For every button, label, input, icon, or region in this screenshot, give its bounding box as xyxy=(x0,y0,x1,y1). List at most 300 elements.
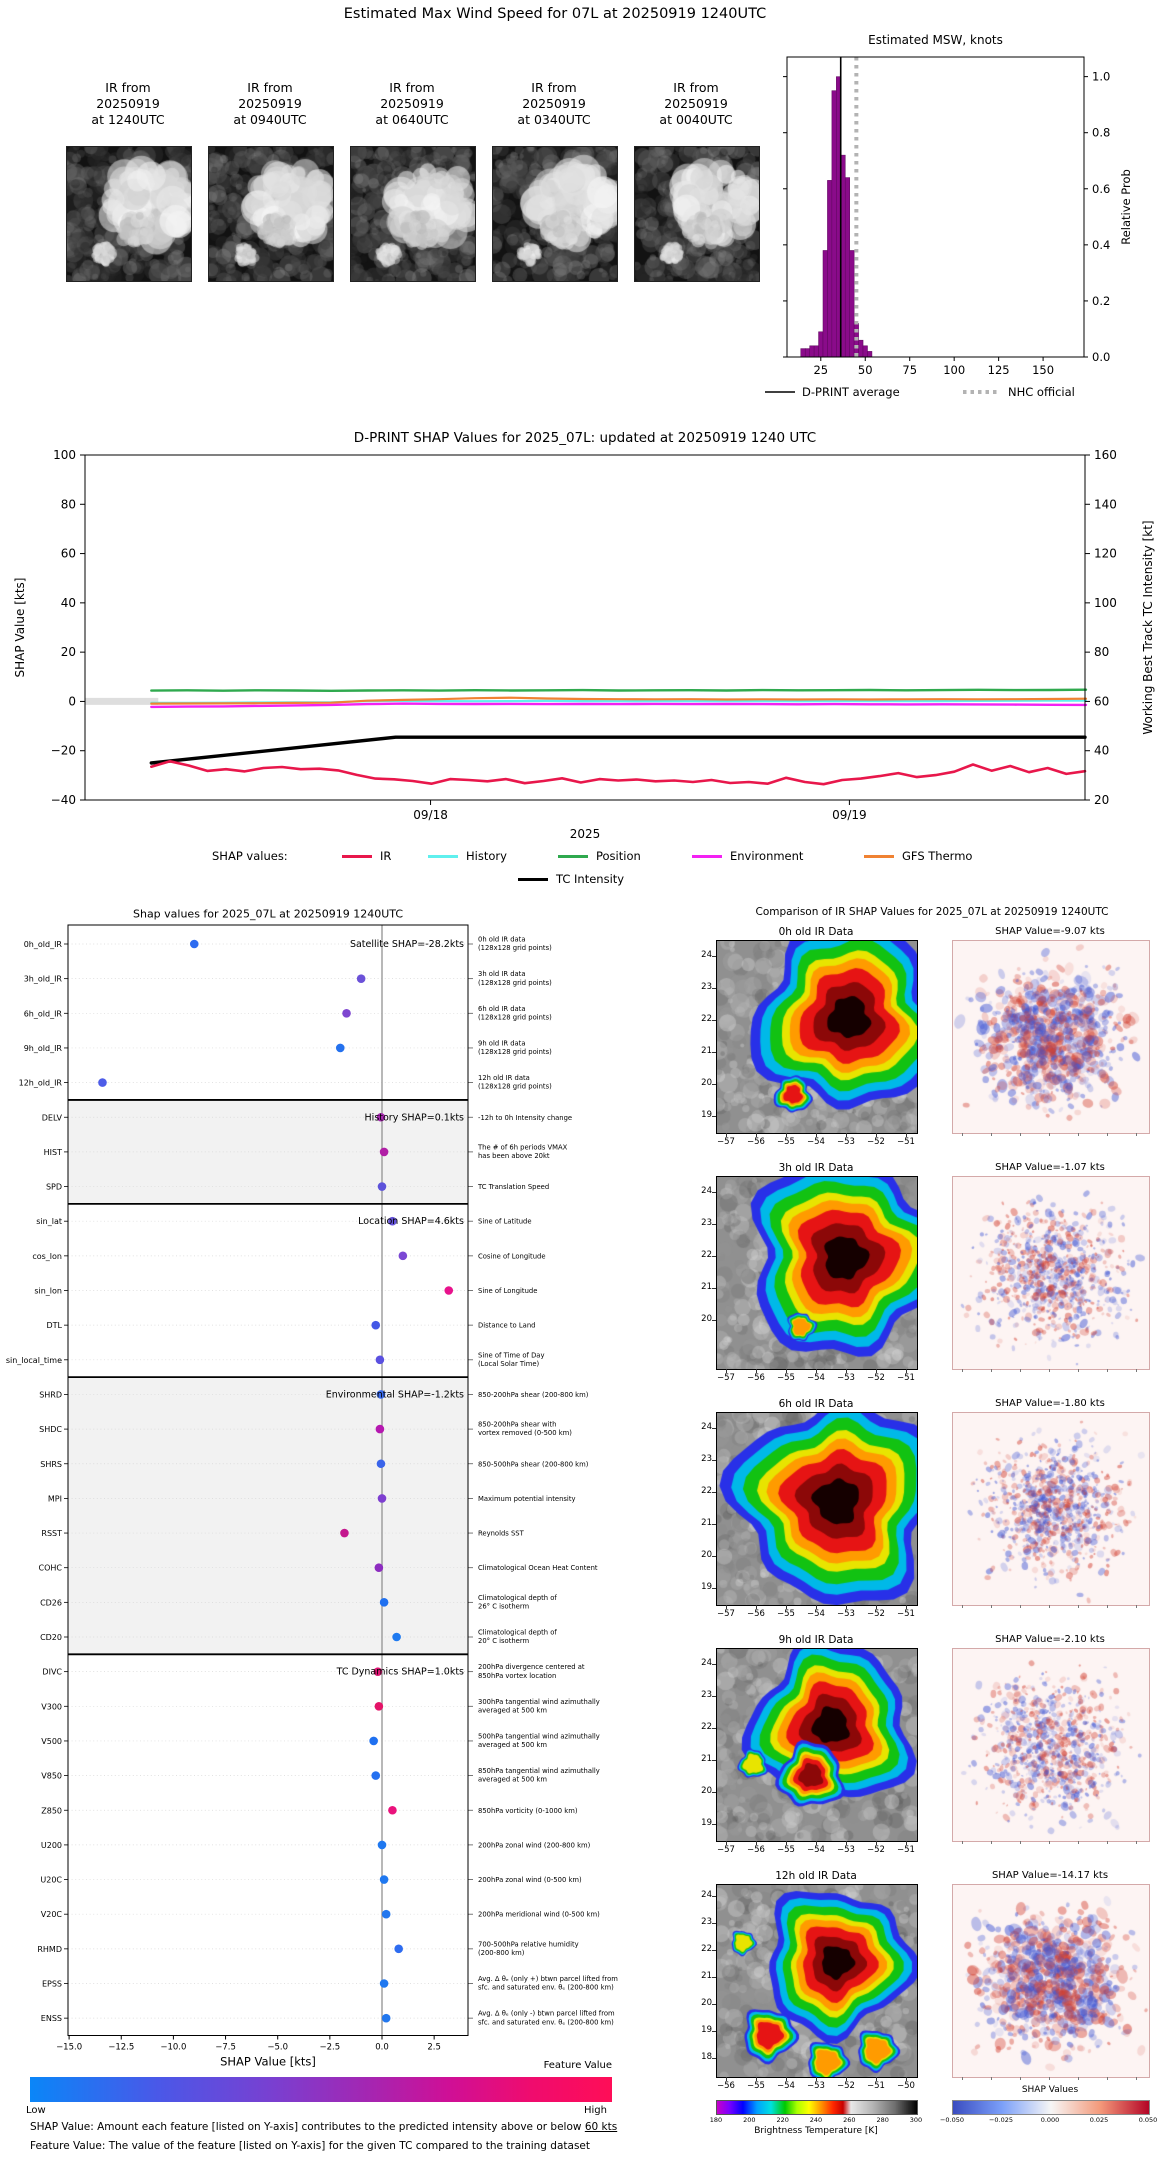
ir-satellite-thumbnail xyxy=(66,146,192,282)
feature-label-12h_old_ir: 12h_old_IR xyxy=(18,1078,62,1088)
feature-label-shdc: SHDC xyxy=(39,1425,62,1435)
feature-desc-line: (200-800 km) xyxy=(478,1948,525,1957)
lon-tick-mark xyxy=(876,1605,877,1609)
lat-tick-label: 21 xyxy=(701,1046,712,1056)
lat-tick-label: 24 xyxy=(701,1658,712,1668)
caption-line: 20250919 xyxy=(522,96,586,111)
legend-item-environment xyxy=(692,849,803,863)
shap-dot-12h_old_ir xyxy=(98,1078,107,1087)
lat-tick-mark xyxy=(712,988,716,989)
shap-dot-cd20 xyxy=(392,1633,401,1642)
lat-tick-label: 24 xyxy=(701,1186,712,1196)
legend-title: SHAP values: xyxy=(212,849,288,863)
shap-cb-tick-label: −0.025 xyxy=(988,2116,1014,2124)
legend-item-position xyxy=(558,849,641,863)
feature-desc-line: averaged at 500 km xyxy=(478,1775,547,1784)
left-tick-label: −40 xyxy=(50,793,76,807)
ir-panel-title: 12h old IR Data xyxy=(775,1870,857,1882)
legend-swatch xyxy=(864,855,894,858)
lat-tick-label: 19 xyxy=(701,1110,712,1120)
histogram-bar xyxy=(863,346,868,357)
feature-desc-line: Sine of Longitude xyxy=(478,1287,538,1295)
x-tick-label: 2.5 xyxy=(427,2042,441,2053)
shap-tick-mark xyxy=(1078,1133,1079,1136)
shap-dot-enss xyxy=(382,2014,391,2023)
lon-tick-label: −50 xyxy=(897,2081,915,2091)
shap-values-colorbar xyxy=(952,2100,1150,2115)
legend-label: History xyxy=(466,849,507,863)
series-environment xyxy=(151,704,1086,707)
feature-desc-line: 850-500hPa shear (200-800 km) xyxy=(478,1460,589,1469)
lat-tick-mark xyxy=(712,1320,716,1321)
shap-tick-mark xyxy=(1078,2077,1079,2080)
left-tick-label: 60 xyxy=(60,546,76,561)
lon-tick-label: −51 xyxy=(867,2081,885,2091)
feature-label-shrd: SHRD xyxy=(39,1390,62,1400)
feature-label-cd26: CD26 xyxy=(40,1598,62,1608)
right-tick-label: 140 xyxy=(1094,497,1117,512)
timeseries-title: D-PRINT SHAP Values for 2025_07L: updated at 20250919 1240 UTC xyxy=(353,430,817,446)
lon-tick-label: −51 xyxy=(897,1845,915,1855)
feature-desc-line: 6h old IR data xyxy=(478,1004,526,1013)
bt-tick-label: 300 xyxy=(909,2116,923,2124)
lat-tick-mark xyxy=(712,1192,716,1193)
shap-tick-mark xyxy=(1049,1605,1050,1608)
feature-colorbar-low-label: Low xyxy=(26,2105,46,2116)
lon-tick-label: −56 xyxy=(747,1609,765,1619)
shap-dot-dtl xyxy=(371,1321,380,1330)
lon-tick-mark xyxy=(906,1605,907,1609)
feature-desc-line: 850hPa tangential wind azimuthally xyxy=(478,1767,600,1776)
lat-tick-mark xyxy=(712,1664,716,1665)
page-title: Estimated Max Wind Speed for 07L at 20250919 1240UTC xyxy=(343,6,767,22)
lon-tick-mark xyxy=(756,1605,757,1609)
lat-tick-mark xyxy=(712,1224,716,1225)
lon-tick-label: −54 xyxy=(807,1609,825,1619)
legend-item-ir xyxy=(342,849,391,863)
feature-label-v20c: V20C xyxy=(40,1910,62,1920)
lon-tick-label: −52 xyxy=(867,1845,885,1855)
ir-thumbnail-caption xyxy=(492,80,616,128)
lon-tick-label: −54 xyxy=(807,1373,825,1383)
caption-line: 20250919 xyxy=(238,96,302,111)
feature-label-delv: DELV xyxy=(41,1113,62,1123)
x-tick-label: 25 xyxy=(813,363,829,377)
x-tick-label: −5.0 xyxy=(267,2042,289,2053)
caption-line: 20250919 xyxy=(96,96,160,111)
shap-panel-title: SHAP Value=-14.17 kts xyxy=(991,1870,1109,1881)
feature-desc-line: Climatological depth of xyxy=(478,1593,557,1602)
x-tick-label: 0.0 xyxy=(375,2042,389,2053)
feature-desc-line: 200hPa meridional wind (0-500 km) xyxy=(478,1910,600,1919)
lon-tick-mark xyxy=(786,2077,787,2081)
feature-label-shrs: SHRS xyxy=(40,1459,62,1469)
feature-desc-line: 26° C isotherm xyxy=(478,1602,530,1611)
shap-tick-mark xyxy=(1136,1841,1137,1844)
feature-desc-line: averaged at 500 km xyxy=(478,1706,547,1715)
lon-tick-mark xyxy=(876,1841,877,1845)
ir-panel-title: 9h old IR Data xyxy=(778,1634,854,1646)
legend-label: IR xyxy=(380,849,392,863)
shap-tick-mark xyxy=(962,1133,963,1136)
shap-tick-mark xyxy=(1107,1133,1108,1136)
lon-tick-label: −55 xyxy=(777,1137,795,1147)
right-tick-label: 20 xyxy=(1094,793,1110,807)
ir-data-image xyxy=(716,1412,918,1606)
lat-tick-mark xyxy=(712,1950,716,1951)
lat-tick-mark xyxy=(712,1052,716,1053)
caption-line: IR from xyxy=(105,80,151,95)
shap-tick-mark xyxy=(1136,1369,1137,1372)
shap-tick-mark xyxy=(991,1369,992,1372)
shap-colorbar-label: SHAP Values xyxy=(1021,2085,1079,2095)
lat-tick-mark xyxy=(712,1428,716,1429)
lon-tick-mark xyxy=(816,2077,817,2081)
feature-label-spd: SPD xyxy=(45,1182,62,1192)
lat-tick-mark xyxy=(712,1084,716,1085)
shap-tick-mark xyxy=(1049,2077,1050,2080)
shap-dot-v500 xyxy=(369,1737,378,1746)
shap-value-map xyxy=(952,1412,1150,1606)
lon-tick-label: −57 xyxy=(717,1845,735,1855)
lon-tick-label: −56 xyxy=(747,1137,765,1147)
lon-tick-label: −52 xyxy=(837,2081,855,2091)
section-header: History SHAP=0.1kts xyxy=(364,1112,464,1124)
shap-value-map xyxy=(952,940,1150,1134)
shap-tick-mark xyxy=(1049,1369,1050,1372)
lon-tick-label: −53 xyxy=(807,2081,825,2091)
histogram-bar xyxy=(845,178,850,357)
shap-tick-mark xyxy=(1020,2077,1021,2080)
lon-tick-mark xyxy=(906,1369,907,1373)
feature-label-z850: Z850 xyxy=(41,1806,62,1816)
lon-tick-mark xyxy=(756,1133,757,1137)
x-tick-label: −12.5 xyxy=(108,2042,135,2053)
lat-tick-mark xyxy=(712,1923,716,1924)
lat-tick-label: 20 xyxy=(701,1998,712,2008)
shap-tick-mark xyxy=(1136,1605,1137,1608)
lat-tick-label: 21 xyxy=(701,1282,712,1292)
brightness-temperature-colorbar xyxy=(716,2100,918,2115)
histogram-bar xyxy=(819,332,824,357)
shap-tick-mark xyxy=(1078,1605,1079,1608)
x-tick-label: 75 xyxy=(902,363,918,377)
feature-desc-line: Maximum potential intensity xyxy=(478,1494,576,1503)
shap-timeseries xyxy=(0,425,1168,850)
shap-tick-mark xyxy=(1107,1841,1108,1844)
section-header: Satellite SHAP=-28.2kts xyxy=(349,939,464,950)
right-axis-label: Working Best Track TC Intensity [kt] xyxy=(1141,520,1155,735)
lon-tick-label: −53 xyxy=(837,1845,855,1855)
lon-tick-mark xyxy=(876,1369,877,1373)
shap-tick-mark xyxy=(1107,2077,1108,2080)
shap-panel-title: SHAP Value=-1.80 kts xyxy=(995,1398,1105,1409)
ir-data-image xyxy=(716,1648,918,1842)
lon-tick-mark xyxy=(816,1369,817,1373)
lon-tick-mark xyxy=(846,1369,847,1373)
shap-panel-title: SHAP Value=-9.07 kts xyxy=(995,926,1105,937)
lat-tick-label: 22 xyxy=(701,1014,712,1024)
lon-tick-label: −54 xyxy=(777,2081,795,2091)
feature-label-u200: U200 xyxy=(40,1840,62,1850)
lat-tick-label: 24 xyxy=(701,1422,712,1432)
shap-cb-tick-label: 0.050 xyxy=(1138,2116,1158,2124)
feature-label-cd20: CD20 xyxy=(40,1633,62,1642)
lon-tick-mark xyxy=(816,1133,817,1137)
left-axis-label: SHAP Value [kts] xyxy=(13,577,27,678)
feature-desc-line: (128x128 grid points) xyxy=(478,1082,552,1091)
shap-tick-mark xyxy=(1049,1841,1050,1844)
lon-tick-mark xyxy=(786,1369,787,1373)
legend-row-1 xyxy=(0,849,1168,867)
shap-dot-v300 xyxy=(375,1702,384,1711)
lon-tick-label: −57 xyxy=(717,1609,735,1619)
feature-desc-line: -12h to 0h Intensity change xyxy=(478,1113,573,1122)
lon-tick-mark xyxy=(756,1369,757,1373)
lat-tick-mark xyxy=(712,1556,716,1557)
lat-tick-label: 19 xyxy=(701,1818,712,1828)
y-axis-label: Relative Prob xyxy=(1119,169,1133,245)
feature-colorbar-high-label: High xyxy=(584,2105,607,2116)
legend-swatch xyxy=(342,855,372,858)
right-tick-label: 80 xyxy=(1094,645,1110,660)
ir-data-image xyxy=(716,940,918,1134)
lon-tick-label: −53 xyxy=(837,1609,855,1619)
lon-tick-label: −52 xyxy=(867,1373,885,1383)
lat-tick-label: 23 xyxy=(701,1917,712,1927)
x-tick-label: −15.0 xyxy=(56,2042,83,2053)
lon-tick-label: −57 xyxy=(717,1137,735,1147)
section-header: TC Dynamics SHAP=1.0kts xyxy=(336,1666,464,1678)
feature-desc-line: (128x128 grid points) xyxy=(478,1048,552,1057)
lat-tick-mark xyxy=(712,1696,716,1697)
shap-dot-0h_old_ir xyxy=(190,940,199,949)
y-tick-label: 0.4 xyxy=(1092,237,1111,252)
ir-thumbnail-caption xyxy=(208,80,332,128)
feature-desc-line: 200hPa zonal wind (0-500 km) xyxy=(478,1876,582,1885)
series-tc-intensity xyxy=(151,737,1085,763)
caption-line: 20250919 xyxy=(664,96,728,111)
histogram-bar xyxy=(801,349,806,357)
lat-tick-label: 22 xyxy=(701,1944,712,1954)
shap-tick-mark xyxy=(1020,1605,1021,1608)
feature-label-mpi: MPI xyxy=(47,1494,62,1504)
shap-panel-title: SHAP Value=-1.07 kts xyxy=(995,1162,1105,1173)
shap-dot-z850 xyxy=(388,1806,397,1815)
shap-dot-epss xyxy=(380,1979,389,1988)
histogram-title: Estimated MSW, knots xyxy=(868,33,1003,47)
section-header: Environmental SHAP=-1.2kts xyxy=(325,1389,464,1401)
shap-dot-cohc xyxy=(375,1563,384,1572)
lat-tick-mark xyxy=(712,1760,716,1761)
legend-dprint-label: D-PRINT average xyxy=(802,385,900,399)
lat-tick-label: 20 xyxy=(701,1314,712,1324)
lat-tick-mark xyxy=(712,1524,716,1525)
shap-dot-v850 xyxy=(371,1771,380,1780)
shap-dotplot xyxy=(0,903,648,2075)
lon-tick-label: −54 xyxy=(807,1845,825,1855)
caption-line: IR from xyxy=(673,80,719,95)
footnote-shap-value xyxy=(30,2121,617,2133)
lat-tick-label: 24 xyxy=(701,1890,712,1900)
lat-tick-mark xyxy=(712,2058,716,2059)
caption-line: IR from xyxy=(531,80,577,95)
feature-label-epss: EPSS xyxy=(41,1979,62,1989)
shap-value-map xyxy=(952,1176,1150,1370)
shap-tick-mark xyxy=(962,1605,963,1608)
lon-tick-mark xyxy=(786,1841,787,1845)
feature-desc-line: 500hPa tangential wind azimuthally xyxy=(478,1732,600,1741)
lon-tick-label: −52 xyxy=(867,1137,885,1147)
shap-tick-mark xyxy=(962,1369,963,1372)
y-tick-label: 1.0 xyxy=(1092,69,1111,84)
y-tick-label: 0.2 xyxy=(1092,293,1111,308)
feature-desc-line: 0h old IR data xyxy=(478,935,526,944)
bt-tick-label: 220 xyxy=(776,2116,789,2124)
ir-data-image xyxy=(716,1176,918,1370)
lat-tick-label: 22 xyxy=(701,1486,712,1496)
x-tick-label: 150 xyxy=(1032,363,1055,377)
lon-tick-mark xyxy=(876,2077,877,2081)
shap-dot-cos_lon xyxy=(399,1252,408,1261)
ir-panel-title: 3h old IR Data xyxy=(778,1162,854,1174)
shap-cb-tick-label: −0.050 xyxy=(939,2116,965,2124)
shap-tick-mark xyxy=(962,1841,963,1844)
shap-tick-mark xyxy=(1078,1841,1079,1844)
feature-desc-line: The # of 6h periods VMAX xyxy=(478,1143,568,1152)
feature-label-v500: V500 xyxy=(41,1736,62,1746)
shap-tick-mark xyxy=(1136,2077,1137,2080)
lon-tick-label: −51 xyxy=(897,1137,915,1147)
lat-tick-mark xyxy=(712,1728,716,1729)
histogram-bar xyxy=(827,180,832,357)
feature-desc-line: 700-500hPa relative humidity xyxy=(478,1940,579,1949)
bt-tick-label: 240 xyxy=(809,2116,823,2124)
feature-desc-line: 850-200hPa shear with xyxy=(478,1420,557,1429)
shap-dot-v20c xyxy=(382,1910,391,1919)
feature-desc-line: Climatological depth of xyxy=(478,1628,557,1637)
shap-dot-rsst xyxy=(340,1529,349,1538)
legend-swatch xyxy=(428,855,458,858)
feature-label-6h_old_ir: 6h_old_IR xyxy=(23,1009,62,1019)
feature-value-colorbar xyxy=(30,2077,612,2102)
comparison-title: Comparison of IR SHAP Values for 2025_07L at 20250919 1240UTC xyxy=(755,906,1109,918)
shap-dot-shrs xyxy=(377,1459,386,1468)
feature-desc-line: (128x128 grid points) xyxy=(478,944,552,953)
feature-label-cohc: COHC xyxy=(38,1563,62,1573)
feature-desc-line: sfc. and saturated env. θₑ (200-800 km) xyxy=(478,1983,614,1992)
feature-desc-line: 850-200hPa shear (200-800 km) xyxy=(478,1390,589,1399)
lon-tick-label: −55 xyxy=(747,2081,765,2091)
feature-desc-line: Sine of Time of Day xyxy=(478,1351,545,1360)
lat-tick-label: 18 xyxy=(701,2052,712,2062)
shap-panel-title: SHAP Value=-2.10 kts xyxy=(995,1634,1105,1645)
bt-tick-label: 260 xyxy=(843,2116,856,2124)
lat-tick-label: 19 xyxy=(701,2025,712,2035)
feature-desc-line: Reynolds SST xyxy=(478,1529,524,1538)
caption-line: IR from xyxy=(389,80,435,95)
x-tick-label: 100 xyxy=(943,363,966,377)
ir-satellite-thumbnail xyxy=(350,146,476,282)
histogram-bar xyxy=(823,250,828,357)
lon-tick-label: −55 xyxy=(777,1845,795,1855)
ir-satellite-thumbnail xyxy=(492,146,618,282)
shap-dot-9h_old_ir xyxy=(336,1044,345,1053)
right-tick-label: 40 xyxy=(1094,743,1110,758)
footnote-shap-underlined-value: 60 kts xyxy=(584,2121,618,2133)
legend-label: Position xyxy=(596,849,641,863)
lon-tick-label: −52 xyxy=(867,1609,885,1619)
feature-desc-line: vortex removed (0-500 km) xyxy=(478,1429,572,1438)
feature-label-dtl: DTL xyxy=(46,1321,62,1331)
lat-tick-mark xyxy=(712,1792,716,1793)
bt-tick-label: 280 xyxy=(876,2116,889,2124)
feature-desc-line: (128x128 grid points) xyxy=(478,1013,552,1022)
right-tick-label: 160 xyxy=(1094,448,1117,462)
shap-dot-rhmd xyxy=(394,1945,403,1954)
feature-desc-line: Avg. Δ θₑ (only -) btwn parcel lifted from xyxy=(478,2009,615,2018)
lon-tick-mark xyxy=(816,1605,817,1609)
feature-label-rsst: RSST xyxy=(41,1529,62,1539)
y-tick-label: 0.6 xyxy=(1092,181,1111,196)
left-tick-label: 20 xyxy=(60,645,76,660)
lon-tick-label: −53 xyxy=(837,1373,855,1383)
shap-tick-mark xyxy=(1107,1369,1108,1372)
lon-tick-mark xyxy=(756,2077,757,2081)
legend-label: Environment xyxy=(730,849,804,863)
left-tick-label: 80 xyxy=(60,497,76,512)
y-tick-label: 0.0 xyxy=(1092,350,1111,364)
legend-nhc-label: NHC official xyxy=(1008,385,1075,399)
caption-line: at 0340UTC xyxy=(517,112,591,127)
legend-swatch xyxy=(692,855,722,858)
shap-tick-mark xyxy=(1049,1133,1050,1136)
feature-label-0h_old_ir: 0h_old_IR xyxy=(23,940,62,949)
legend-row-2 xyxy=(0,872,1168,890)
feature-label-rhmd: RHMD xyxy=(37,1944,62,1954)
legend-item-gfs-thermo xyxy=(864,849,972,863)
ir-panel-title: 0h old IR Data xyxy=(778,926,854,938)
caption-line: at 1240UTC xyxy=(91,112,165,127)
feature-label-enss: ENSS xyxy=(40,2014,62,2024)
lon-tick-mark xyxy=(846,1605,847,1609)
feature-value-colorbar-label: Feature Value xyxy=(543,2060,612,2071)
feature-label-v850: V850 xyxy=(41,1771,62,1781)
legend-item-history xyxy=(428,849,507,863)
histogram-bar xyxy=(867,351,872,357)
lat-tick-mark xyxy=(712,1896,716,1897)
feature-desc-line: 850hPa vorticity (0-1000 km) xyxy=(478,1806,578,1815)
lon-tick-mark xyxy=(816,1841,817,1845)
footnote-feature-value: Feature Value: The value of the feature [listed on Y-axis] for the given TC compared to the training dataset xyxy=(30,2140,591,2152)
feature-desc-line: 12h old IR data xyxy=(478,1074,530,1083)
left-tick-label: −20 xyxy=(50,743,76,758)
lat-tick-label: 23 xyxy=(701,1690,712,1700)
shap-tick-mark xyxy=(991,2077,992,2080)
caption-line: at 0940UTC xyxy=(233,112,307,127)
bt-tick-label: 200 xyxy=(743,2116,756,2124)
x-tick-label: 125 xyxy=(987,363,1010,377)
legend-swatch xyxy=(518,878,548,881)
shap-tick-mark xyxy=(962,2077,963,2080)
shap-dot-sin_local_time xyxy=(376,1356,385,1365)
shap-value-map xyxy=(952,1884,1150,2078)
feature-label-9h_old_ir: 9h_old_IR xyxy=(23,1043,62,1053)
shap-dot-6h_old_ir xyxy=(342,1009,351,1018)
shap-dot-hist xyxy=(380,1148,389,1157)
shap-dot-mpi xyxy=(378,1494,387,1503)
shap-tick-mark xyxy=(991,1605,992,1608)
